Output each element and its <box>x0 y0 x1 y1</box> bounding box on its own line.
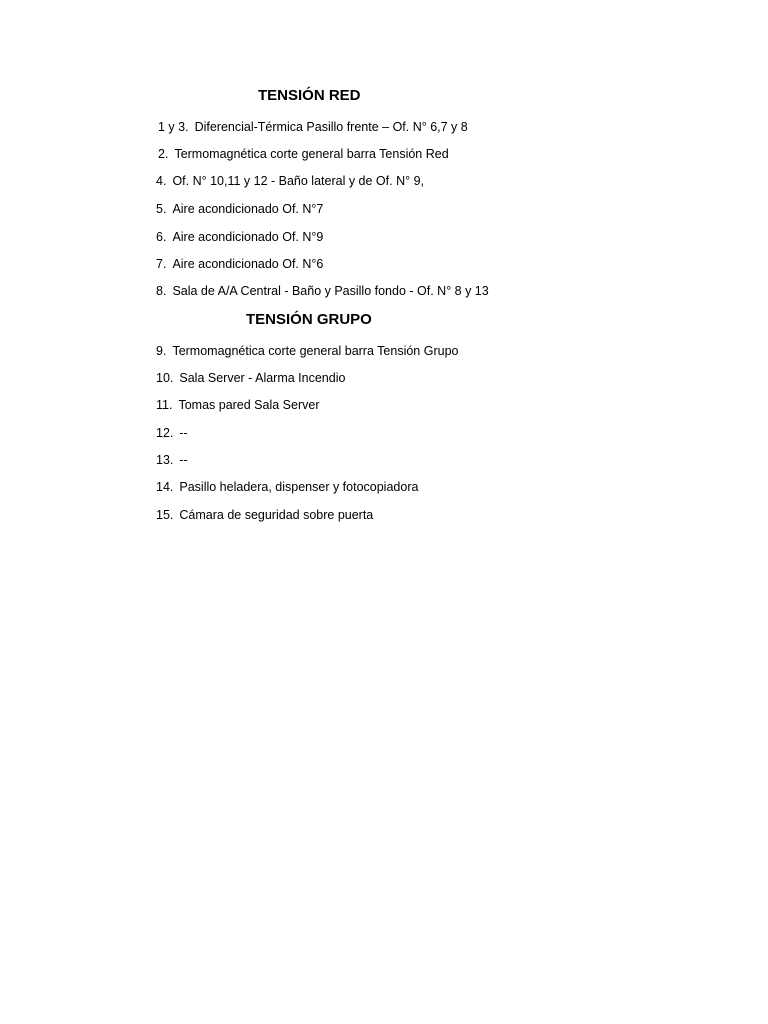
item-text: Termomagnética corte general barra Tensión Red <box>174 147 449 161</box>
item-number: 7. <box>156 257 167 271</box>
item-number: 12. <box>156 426 174 440</box>
list-item <box>156 229 323 245</box>
list-item <box>156 479 418 495</box>
section-title-tension-red: TENSIÓN RED <box>258 87 361 104</box>
list-item <box>156 507 373 523</box>
item-text: Diferencial-Térmica Pasillo frente – Of. N° 6,7 y 8 <box>194 120 468 134</box>
list-item <box>156 201 323 217</box>
item-text: Aire acondicionado Of. N°6 <box>172 257 324 271</box>
list-item <box>156 256 323 272</box>
section-title-tension-grupo: TENSIÓN GRUPO <box>246 311 372 328</box>
item-number: 6. <box>156 230 167 244</box>
item-text: Aire acondicionado Of. N°9 <box>172 230 324 244</box>
item-text: Cámara de seguridad sobre puerta <box>179 508 374 522</box>
item-text: Aire acondicionado Of. N°7 <box>172 202 324 216</box>
item-text: Tomas pared Sala Server <box>178 398 320 412</box>
item-text: Pasillo heladera, dispenser y fotocopiadora <box>179 480 419 494</box>
item-number: 5. <box>156 202 167 216</box>
list-item <box>158 119 468 135</box>
item-text: -- <box>179 426 188 440</box>
item-number: 2. <box>158 147 169 161</box>
item-text: Termomagnética corte general barra Tensión Grupo <box>172 344 459 358</box>
list-item <box>156 370 345 386</box>
item-number: 10. <box>156 371 174 385</box>
item-number: 13. <box>156 453 174 467</box>
item-number: 11. <box>156 398 173 412</box>
item-number: 14. <box>156 480 174 494</box>
item-number: 9. <box>156 344 167 358</box>
item-number: 8. <box>156 284 167 298</box>
item-text: Sala Server - Alarma Incendio <box>179 371 346 385</box>
list-item <box>156 397 320 413</box>
list-item <box>156 283 489 299</box>
list-item <box>156 173 424 189</box>
list-item <box>156 452 188 468</box>
item-text: -- <box>179 453 188 467</box>
item-number: 15. <box>156 508 174 522</box>
item-text: Of. N° 10,11 y 12 - Baño lateral y de Of. N° 9, <box>172 174 424 188</box>
list-item <box>156 343 458 359</box>
item-text: Sala de A/A Central - Baño y Pasillo fondo - Of. N° 8 y 13 <box>172 284 489 298</box>
list-item <box>158 146 449 162</box>
item-number: 4. <box>156 174 167 188</box>
list-item <box>156 425 188 441</box>
item-number: 1 y 3. <box>158 120 189 134</box>
